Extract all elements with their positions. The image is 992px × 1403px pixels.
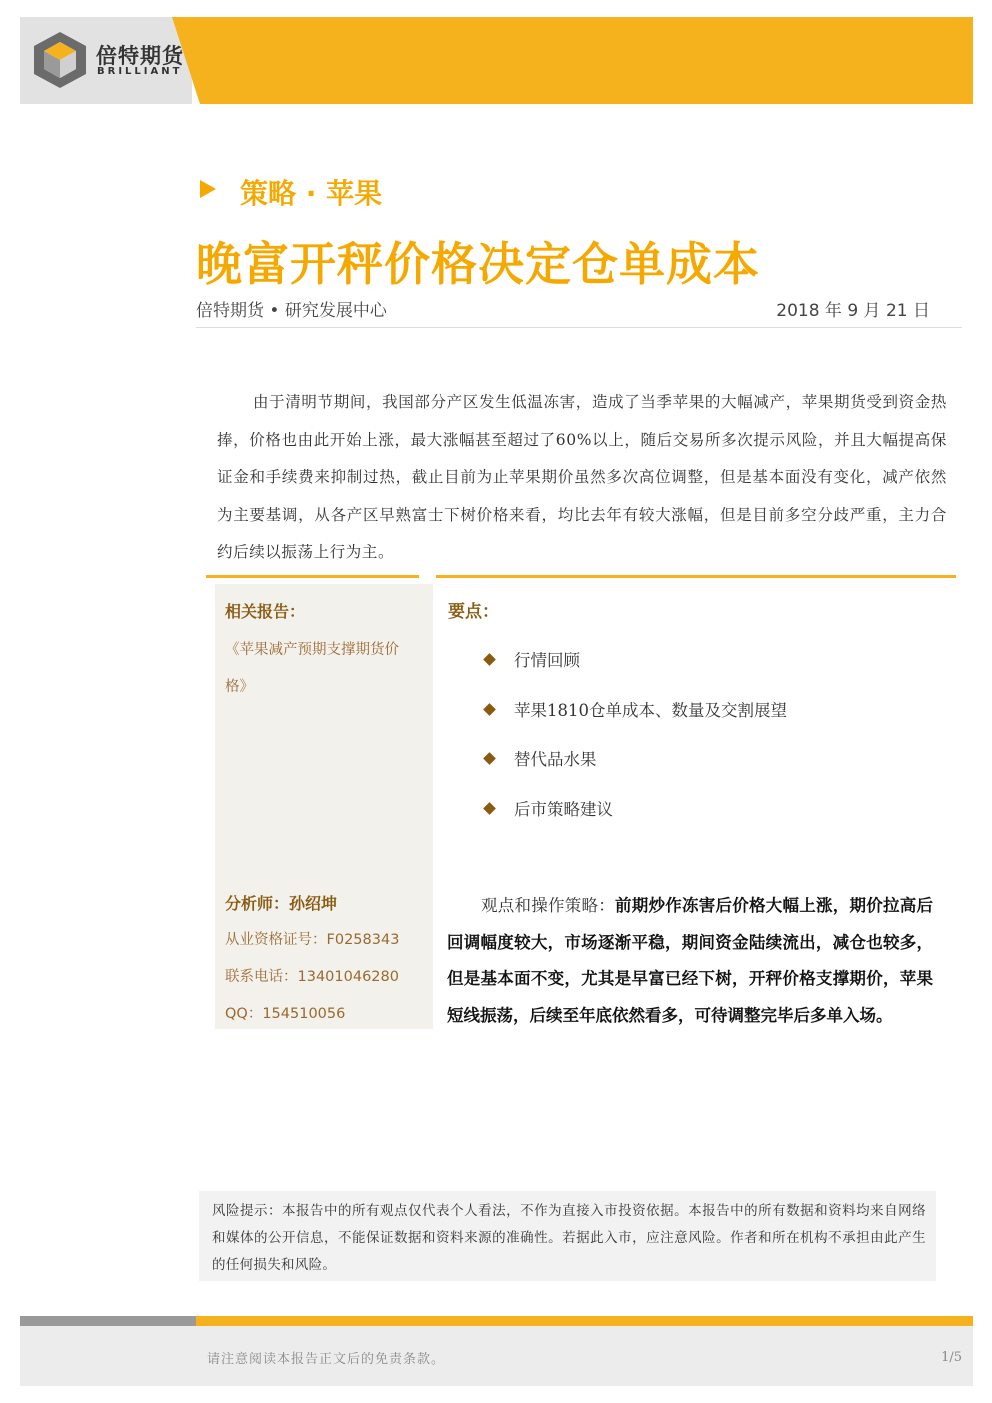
analyst-license: 从业资格证号：F0258343: [225, 932, 400, 948]
key-points-heading: 要点：: [448, 602, 499, 622]
footer-band: [20, 1326, 973, 1386]
title-divider: [196, 327, 962, 328]
footer-yellow-bar: [196, 1316, 973, 1326]
diamond-bullet-icon: [483, 703, 496, 716]
brand-name-en: BRILLIANT: [97, 66, 183, 77]
sidebar-top-rule: [206, 575, 419, 578]
key-point-item: 后市策略建议: [485, 796, 613, 820]
report-source: 倍特期货 • 研究发展中心: [196, 301, 387, 321]
diamond-bullet-icon: [483, 752, 496, 765]
report-title: 晚富开秤价格决定仓单成本: [196, 237, 760, 291]
summary-paragraph: 由于清明节期间，我国部分产区发生低温冻害，造成了当季苹果的大幅减产，苹果期货受到资金热捧，价格也由此开始上涨，最大涨幅甚至超过了60%以上，随后交易所多次提示风险，并且大幅提高保证金和手续费来抑制过热，截止目前为止苹果期价虽然多次高位调整，但是基本面没有变化，减产依然为主要基调，从各产区早熟富士下树价格来看，均比去年有较大涨幅，但是目前多空分歧严重，主力合约后续以振荡上行为主。: [217, 393, 947, 561]
page-number: 1/5: [941, 1350, 962, 1365]
header-yellow-band: [160, 17, 973, 104]
analyst-phone: 联系电话：13401046280: [225, 969, 399, 985]
brand-name: 倍特期货: [96, 44, 184, 68]
keypoints-top-rule: [436, 575, 956, 578]
diamond-bullet-icon: [483, 653, 496, 666]
strategy-text: 前期炒作冻害后价格大幅上涨，期价拉高后回调幅度较大，市场逐渐平稳，期间资金陆续流出，减仓也较多，但是基本面不变，尤其是早富已经下树，开秤价格支撑期价，苹果短线振荡，后续至年底依然看多，可待调整完毕后多单入场。: [447, 896, 933, 1025]
related-report-link[interactable]: 《苹果减产预期支撑期货价格》: [225, 642, 399, 695]
report-date: 2018 年 9 月 21 日: [776, 301, 930, 321]
key-point-item: 行情回顾: [485, 647, 580, 671]
play-triangle-icon: [200, 180, 216, 198]
analyst-qq: QQ：154510056: [225, 1006, 346, 1022]
footer-gray-bar: [20, 1316, 200, 1326]
risk-notice-text: 风险提示：本报告中的所有观点仅代表个人看法，不作为直接入市投资依据。本报告中的所有数据和资料均来自网络和媒体的公开信息，不能保证数据和资料来源的准确性。若据此入市，应注意风险。作者和所在机构不承担由此产生的任何损失和风险。: [212, 1203, 926, 1273]
strategy-lead: 观点和操作策略：: [481, 896, 615, 915]
brilliant-logo-icon: [30, 30, 90, 90]
analyst-name: 分析师：孙绍坤: [225, 894, 338, 913]
key-point-item: 苹果1810仓单成本、数量及交割展望: [485, 697, 787, 721]
footer-disclaimer-notice: 请注意阅读本报告正文后的免责条款。: [207, 1352, 446, 1367]
key-point-item: 替代品水果: [485, 746, 597, 770]
related-reports-heading: 相关报告：: [225, 602, 306, 621]
report-category: 策略 · 苹果: [240, 177, 383, 210]
strategy-paragraph: [447, 888, 933, 1034]
diamond-bullet-icon: [483, 802, 496, 815]
